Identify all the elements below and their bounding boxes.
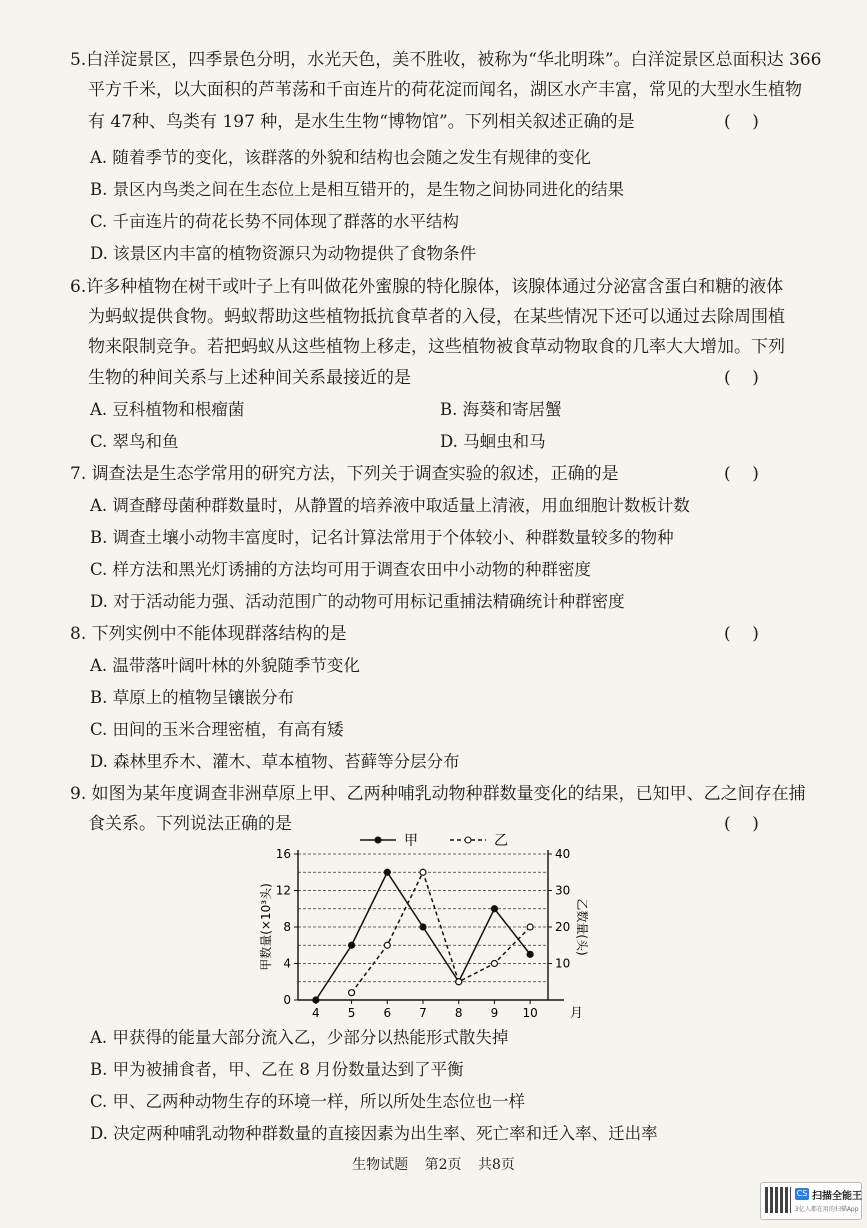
legend-label: 乙 [494, 833, 508, 849]
q8-option-a: A. 温带落叶阔叶林的外貌随季节变化 [90, 656, 360, 675]
q5-option-b: B. 景区内鸟类之间在生态位上是相互错开的，是生物之间协同进化的结果 [90, 180, 625, 199]
y-left-tick-label: 8 [283, 920, 291, 934]
q6-answer-paren: ( ) [724, 368, 759, 388]
q5-stem-line-3: 有 47种、鸟类有 197 种，是水生生物“博物馆”。下列相关叙述正确的是 [88, 112, 635, 132]
y-axis-right-title: 乙数量(头) [575, 898, 589, 956]
y-left-tick-label: 0 [283, 993, 291, 1007]
q5-option-d: D. 该景区内丰富的植物资源只为动物提供了食物条件 [90, 244, 477, 263]
camscanner-logo-icon: CS [796, 1189, 808, 1198]
q6-stem-line-2: 为蚂蚁提供食物。蚂蚁帮助这些植物抵抗食草者的入侵，在某些情况下还可以通过去除周围植 [88, 307, 785, 327]
q9-option-a: A. 甲获得的能量大部分流入乙，少部分以热能形式散失掉 [90, 1028, 509, 1047]
data-point-jia [313, 997, 319, 1003]
data-point-jia [384, 869, 390, 875]
q7-option-c: C. 样方法和黑光灯诱捕的方法均可用于调查农田中小动物的种群密度 [90, 560, 592, 579]
data-point-yi [491, 961, 497, 967]
q7-answer-paren: ( ) [724, 464, 759, 484]
x-tick-label: 10 [522, 1006, 538, 1020]
data-point-yi [384, 942, 390, 948]
q7-option-a: A. 调查酵母菌种群数量时，从静置的培养液中取适量上清液，用血细胞计数板计数 [90, 496, 690, 515]
q9-option-d: D. 决定两种哺乳动物种群数量的直接因素为出生率、死亡率和迁入率、迁出率 [90, 1124, 658, 1143]
q8-stem-line-1: 8. 下列实例中不能体现群落结构的是 [70, 624, 347, 644]
q5-stem-line-2: 平方千米，以大面积的芦苇荡和千亩连片的荷花淀而闻名，湖区水产丰富，常见的大型水生植物 [88, 80, 802, 100]
y-right-tick-label: 20 [555, 920, 571, 934]
q8-answer-paren: ( ) [724, 624, 759, 644]
x-tick-label: 5 [347, 1006, 356, 1020]
y-right-tick-label: 30 [555, 883, 571, 898]
data-point-jia [420, 924, 426, 930]
y-left-tick-label: 4 [283, 956, 291, 971]
q6-option-d: D. 马蛔虫和马 [440, 432, 546, 451]
footer-page-number: 第2页 [424, 1157, 462, 1173]
q7-option-b: B. 调查土壤小动物丰富度时，记名计算法常用于个体较小、种群数量较多的物种 [90, 528, 674, 547]
scanner-badge-subtitle: 3亿人都在用的扫描App [795, 1206, 859, 1213]
q8-option-d: D. 森林里乔木、灌木、草本植物、苔藓等分层分布 [90, 752, 460, 771]
q9-answer-paren: ( ) [724, 814, 759, 834]
q5-option-a: A. 随着季节的变化，该群落的外貌和结构也会随之发生有规律的变化 [90, 148, 591, 167]
q5-stem-line-1: 5.白洋淀景区，四季景色分明，水光天色，美不胜收，被称为“华北明珠”。白洋淀景区总面积达 366 [70, 50, 822, 70]
x-tick-label: 9 [490, 1006, 499, 1020]
y-axis-left-title: 甲数量(×10³头) [259, 883, 273, 971]
x-tick-label: 6 [383, 1006, 392, 1020]
q8-option-b: B. 草原上的植物呈镶嵌分布 [90, 688, 295, 707]
scanner-watermark-badge [760, 1182, 862, 1220]
x-tick-label: 8 [454, 1006, 463, 1020]
x-axis-unit: 月 [570, 1006, 584, 1021]
data-point-yi [527, 924, 533, 930]
data-point-jia [491, 906, 497, 912]
y-right-tick-label: 10 [555, 956, 571, 971]
q7-option-d: D. 对于活动能力强、活动范围广的动物可用标记重捕法精确统计种群密度 [90, 592, 625, 611]
legend-label: 甲 [404, 833, 418, 849]
q6-stem-line-3: 物来限制竞争。若把蚂蚁从这些植物上移走，这些植物被食草动物取食的几率大大增加。下列 [88, 337, 785, 357]
data-point-jia [349, 942, 355, 948]
q9-stem-line-1: 9. 如图为某年度调查非洲草原上甲、乙两种哺乳动物种群数量变化的结果，已知甲、乙之间存在捕 [70, 784, 806, 804]
q6-option-b: B. 海葵和寄居蟹 [440, 400, 562, 419]
x-tick-label: 4 [312, 1006, 320, 1020]
y-left-tick-label: 12 [275, 883, 291, 898]
q6-stem-line-1: 6.许多种植物在树干或叶子上有叫做花外蜜腺的特化腺体，该腺体通过分泌富含蛋白和糖的液体 [70, 277, 784, 297]
q6-option-c: C. 翠鸟和鱼 [90, 432, 179, 451]
q6-option-a: A. 豆科植物和根瘤菌 [90, 400, 245, 419]
page-footer [0, 1154, 867, 1174]
footer-total-pages: 共8页 [477, 1157, 515, 1173]
q7-stem-line-1: 7. 调查法是生态学常用的研究方法，下列关于调查实验的叙述，正确的是 [70, 464, 619, 484]
data-point-yi [456, 979, 462, 985]
qr-code-icon [765, 1187, 791, 1213]
data-point-jia [527, 951, 533, 957]
footer-subject: 生物试题 [352, 1157, 409, 1173]
q9-option-c: C. 甲、乙两种动物生存的环境一样，所以所处生态位也一样 [90, 1092, 526, 1111]
scanner-badge-title: 扫描全能王 [812, 1191, 862, 1202]
q8-option-c: C. 田间的玉米合理密植，有高有矮 [90, 720, 344, 739]
q6-stem-line-4: 生物的种间关系与上述种间关系最接近的是 [88, 368, 411, 388]
y-right-tick-label: 40 [555, 847, 571, 861]
data-point-yi [349, 990, 355, 996]
q9-option-b: B. 甲为被捕食者，甲、乙在 8 月份数量达到了平衡 [90, 1060, 464, 1079]
legend-swatch-marker [375, 837, 381, 843]
x-tick-label: 7 [419, 1006, 427, 1020]
data-point-yi [420, 869, 426, 875]
population-line-chart [250, 826, 610, 1026]
q5-answer-paren: ( ) [724, 112, 759, 132]
y-left-tick-label: 16 [275, 847, 291, 861]
q5-option-c: C. 千亩连片的荷花长势不同体现了群落的水平结构 [90, 212, 460, 231]
legend-swatch-marker [465, 837, 471, 843]
q9-stem-line-2: 食关系。下列说法正确的是 [88, 814, 292, 834]
series-line-jia [316, 872, 530, 1000]
